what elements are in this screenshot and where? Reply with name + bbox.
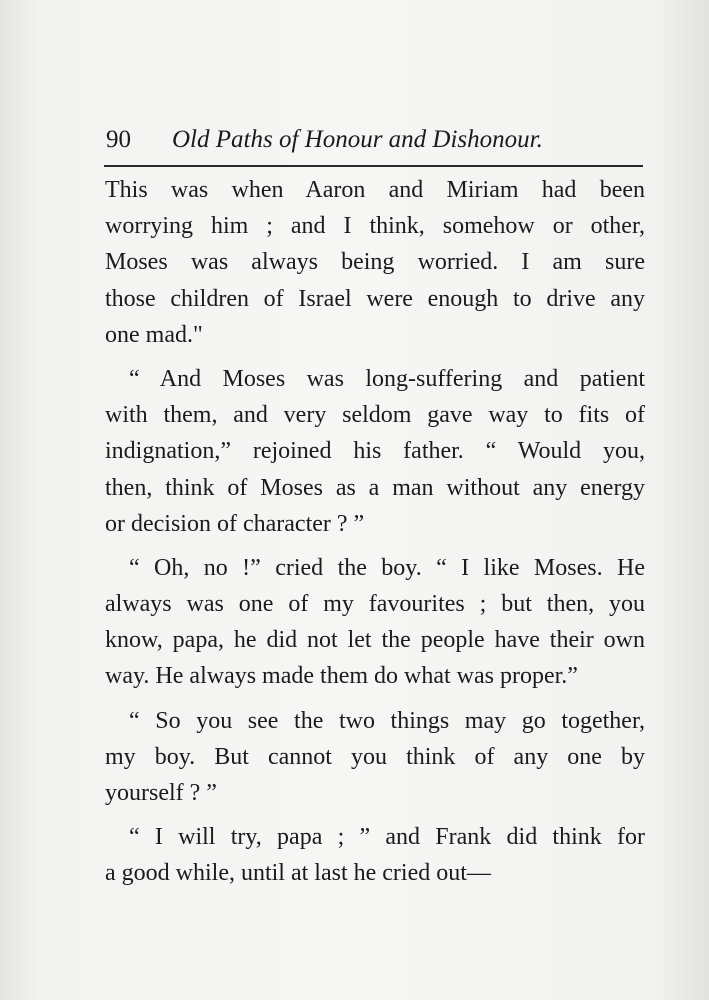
paragraph <box>105 819 645 891</box>
running-title: Old Paths of Honour and Dishonour. <box>172 126 543 153</box>
text-line: always was one of my favourites ; but then, you <box>105 591 645 618</box>
text-line: or decision of character ? ” <box>105 510 365 537</box>
text-line: indignation,” rejoined his father. “ Would you, <box>105 438 645 465</box>
body-text <box>105 172 645 892</box>
header-rule <box>104 165 643 167</box>
text-line: one mad." <box>105 321 203 348</box>
paragraph <box>105 703 645 812</box>
paragraph <box>105 550 645 695</box>
page-number: 90 <box>106 126 131 153</box>
text-line: a good while, until at last he cried out— <box>105 860 491 887</box>
text-line: “ Oh, no !” cried the boy. “ I like Moses. He <box>129 554 645 581</box>
text-line: “ I will try, papa ; ” and Frank did think for <box>129 824 645 851</box>
paragraph <box>105 361 645 542</box>
text-line: those children of Israel were enough to drive any <box>105 285 645 312</box>
text-line: Moses was always being worried. I am sure <box>105 249 645 276</box>
text-line: “ So you see the two things may go together, <box>129 707 645 734</box>
text-line: This was when Aaron and Miriam had been <box>105 177 645 203</box>
text-line: with them, and very seldom gave way to fits of <box>105 402 645 429</box>
paragraph <box>105 172 645 353</box>
text-line: way. He always made them do what was proper.” <box>105 663 578 690</box>
text-line: worrying him ; and I think, somehow or other, <box>105 213 645 240</box>
text-line: know, papa, he did not let the people have their own <box>105 627 645 654</box>
text-line: yourself ? ” <box>105 780 217 806</box>
text-line: then, think of Moses as a man without any energy <box>105 474 645 501</box>
text-line: my boy. But cannot you think of any one by <box>105 743 645 770</box>
text-line: “ And Moses was long-suffering and patient <box>129 365 645 392</box>
page-header <box>106 122 641 158</box>
